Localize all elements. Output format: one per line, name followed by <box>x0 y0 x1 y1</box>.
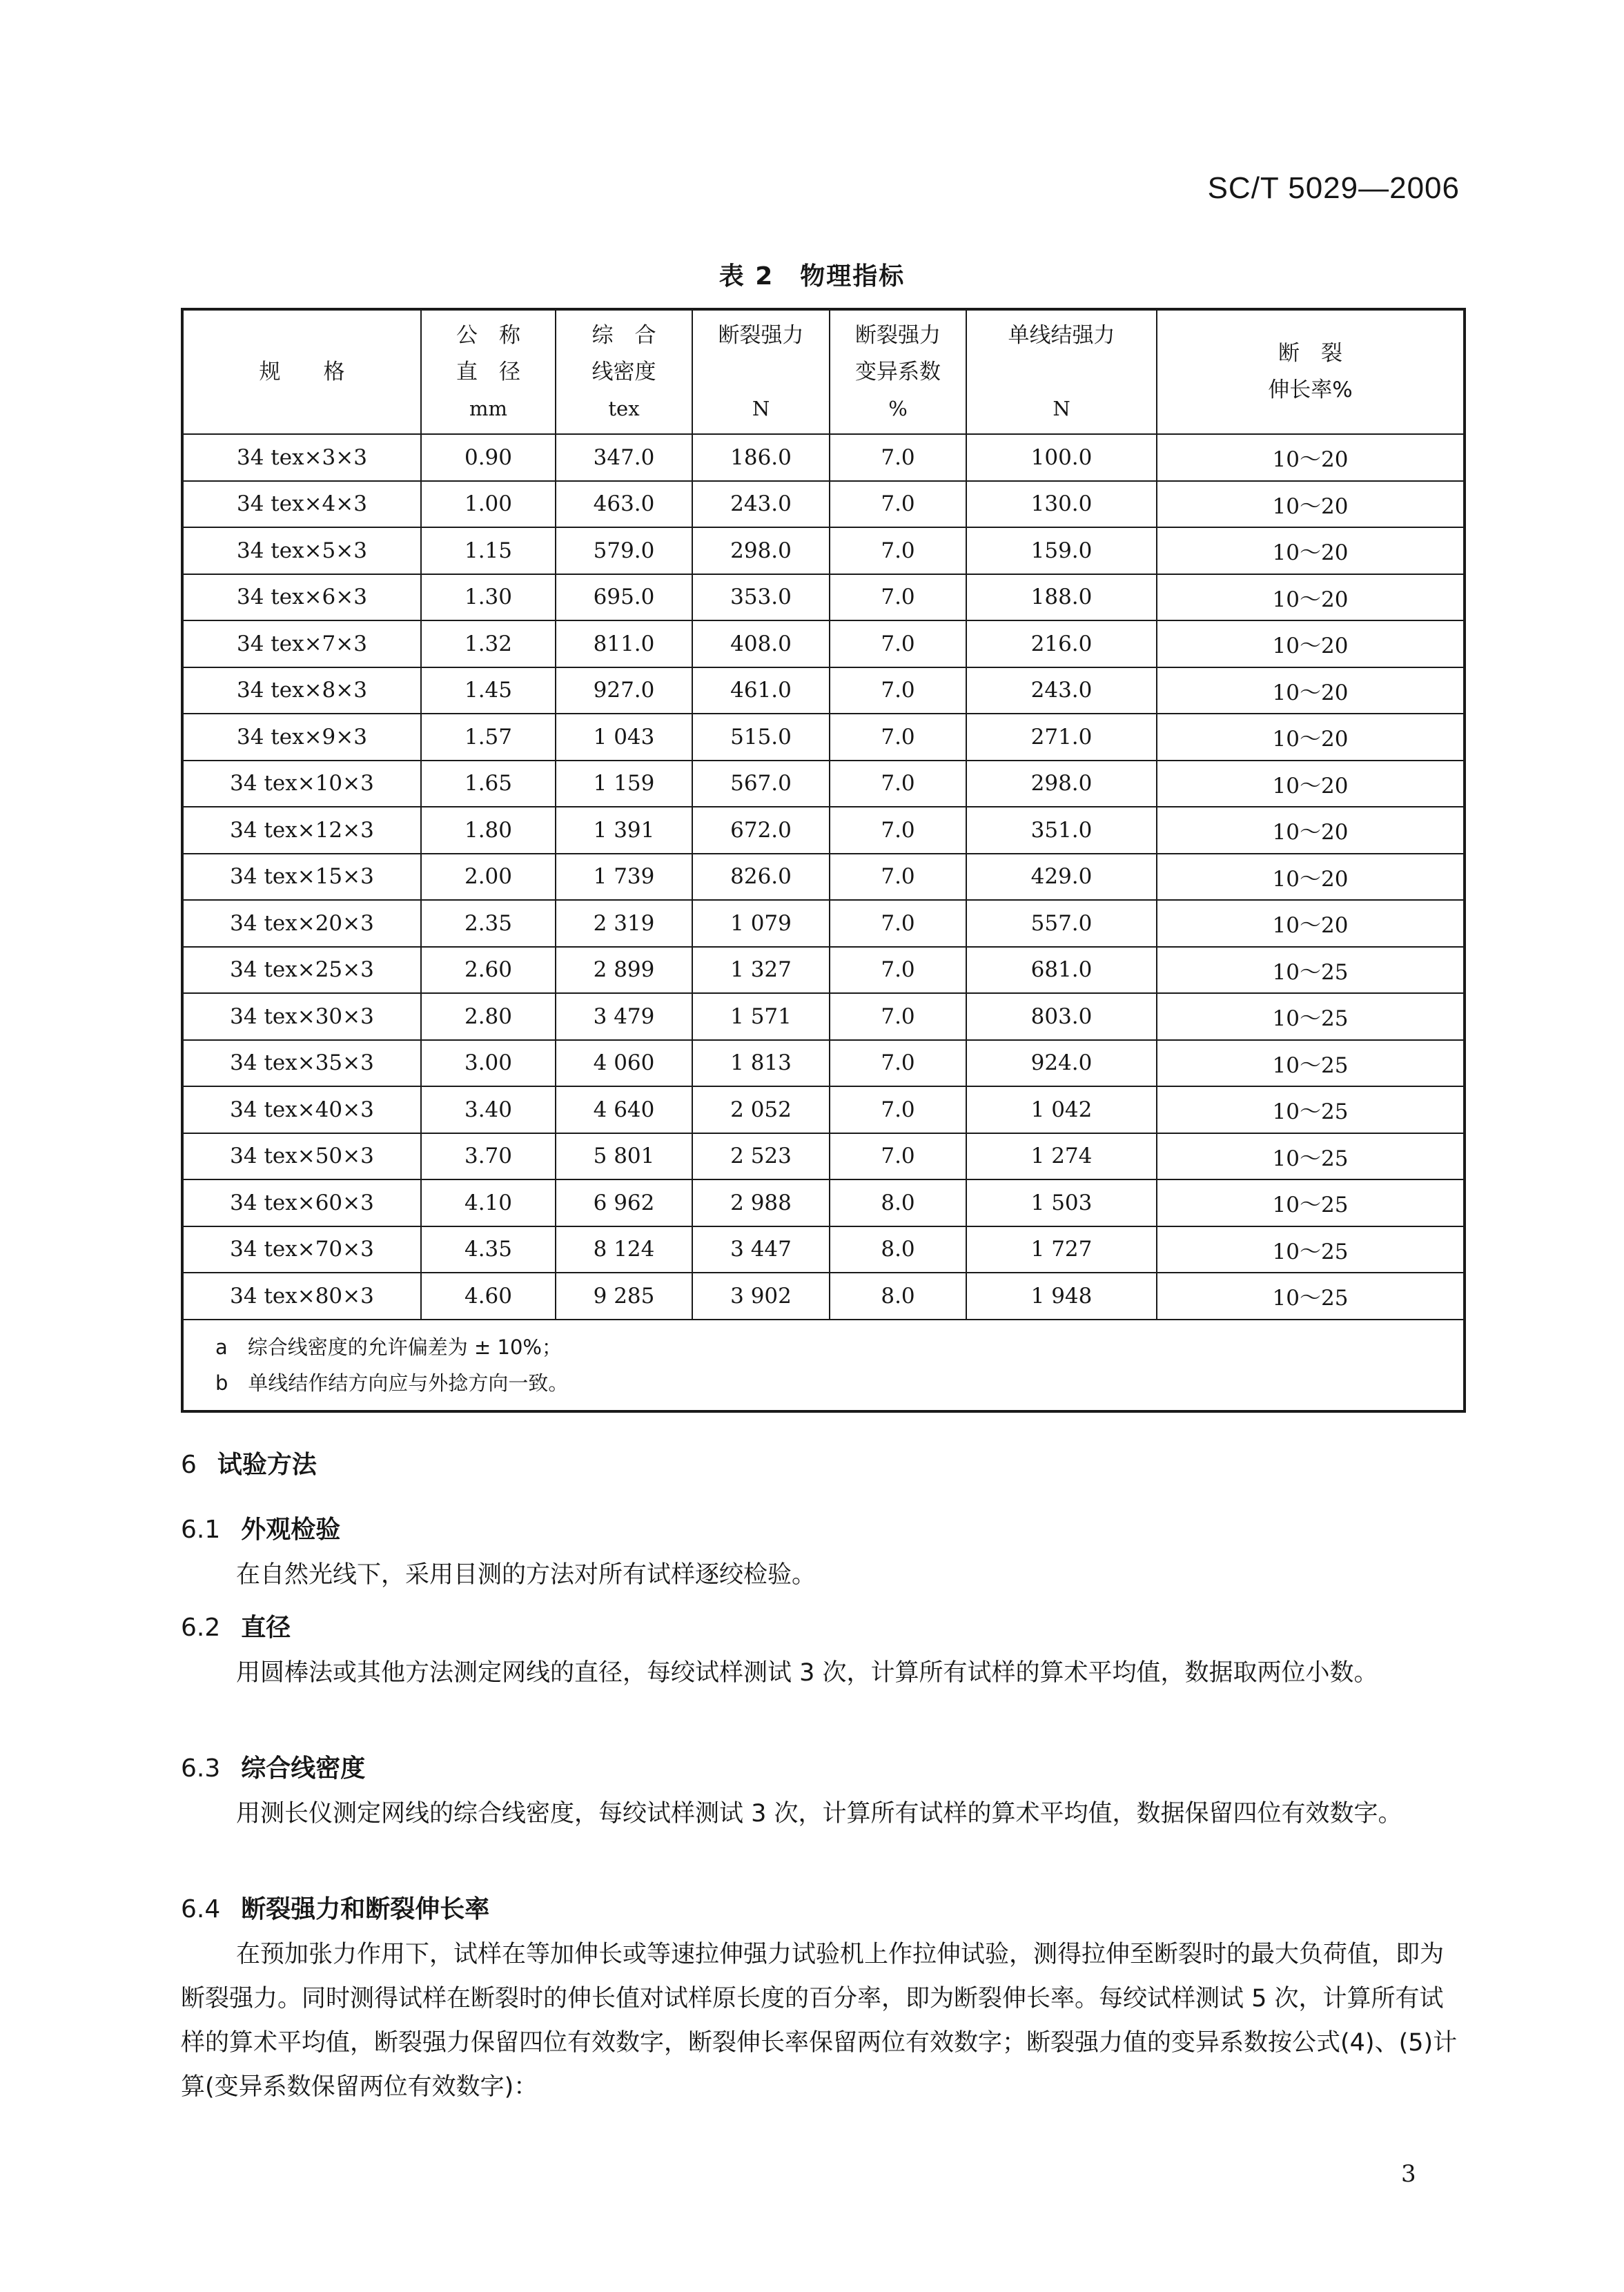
table-row <box>182 854 1465 901</box>
col-header-label: 变异系数 <box>855 359 941 384</box>
col-header-linear-density <box>556 309 692 434</box>
table-cell: 0.90 <box>421 434 556 481</box>
table-row <box>182 947 1465 994</box>
table-cell: 803.0 <box>966 993 1157 1040</box>
table-cell: 298.0 <box>692 527 830 574</box>
table-cell: 10～20 <box>1157 574 1465 621</box>
table-cell: 10～20 <box>1157 481 1465 528</box>
table-cell: 10～25 <box>1157 1226 1465 1273</box>
table-cell: 4 640 <box>556 1086 692 1133</box>
table-cell: 7.0 <box>830 574 966 621</box>
section-number: 6.2 <box>181 1614 221 1642</box>
table-cell: 10～20 <box>1157 434 1465 481</box>
col-header-label <box>967 354 1156 391</box>
table-cell: 927.0 <box>556 667 692 714</box>
table-cell: 8.0 <box>830 1226 966 1273</box>
table-cell: 429.0 <box>966 854 1157 901</box>
table-cell: 557.0 <box>966 900 1157 947</box>
col-header-label: 综 合 <box>591 322 656 348</box>
section-number: 6.3 <box>181 1754 221 1783</box>
table-cell: 1.45 <box>421 667 556 714</box>
table-cell: 1 503 <box>966 1179 1157 1226</box>
table-cell: 34 tex×35×3 <box>182 1040 421 1087</box>
section-number: 6.4 <box>181 1895 221 1923</box>
col-header-unit: % <box>888 396 908 420</box>
table-cell: 1 043 <box>556 714 692 761</box>
col-header-breaking-strength <box>692 309 830 434</box>
table-cell: 8 124 <box>556 1226 692 1273</box>
table-cell: 2 523 <box>692 1133 830 1180</box>
table-cell: 1.15 <box>421 527 556 574</box>
table-cell: 10～25 <box>1157 1179 1465 1226</box>
section-number: 6 <box>181 1451 197 1479</box>
table-cell: 7.0 <box>830 714 966 761</box>
col-header-unit: mm <box>469 396 507 420</box>
table-cell: 2 899 <box>556 947 692 994</box>
section-heading-6-4 <box>181 1890 489 1925</box>
table-row <box>182 900 1465 947</box>
table-cell: 7.0 <box>830 527 966 574</box>
table-cell: 408.0 <box>692 620 830 667</box>
table-cell: 3.00 <box>421 1040 556 1087</box>
table-cell: 4.10 <box>421 1179 556 1226</box>
col-header-cv <box>830 309 966 434</box>
table-cell: 10～20 <box>1157 667 1465 714</box>
table-cell: 2.00 <box>421 854 556 901</box>
col-header-elongation <box>1157 309 1465 434</box>
table-cell: 1 079 <box>692 900 830 947</box>
table-cell: 1.80 <box>421 807 556 854</box>
table-row <box>182 481 1465 528</box>
table-cell: 34 tex×60×3 <box>182 1179 421 1226</box>
table-cell: 1.30 <box>421 574 556 621</box>
table-cell: 34 tex×7×3 <box>182 620 421 667</box>
col-header-label: 断裂强力 <box>855 322 941 348</box>
table-cell: 8.0 <box>830 1179 966 1226</box>
table-cell: 10～25 <box>1157 1040 1465 1087</box>
table-cell: 34 tex×3×3 <box>182 434 421 481</box>
table-cell: 216.0 <box>966 620 1157 667</box>
table-cell: 10～20 <box>1157 854 1465 901</box>
table-cell: 672.0 <box>692 807 830 854</box>
table-row <box>182 1086 1465 1133</box>
table-cell: 463.0 <box>556 481 692 528</box>
table-cell: 10～25 <box>1157 947 1465 994</box>
table-cell: 579.0 <box>556 527 692 574</box>
table-cell: 34 tex×4×3 <box>182 481 421 528</box>
table-cell: 3 447 <box>692 1226 830 1273</box>
table-row <box>182 574 1465 621</box>
table-cell: 7.0 <box>830 667 966 714</box>
table-cell: 34 tex×15×3 <box>182 854 421 901</box>
col-header-label: 直 径 <box>456 359 520 384</box>
col-header-label: 公 称 <box>456 322 520 348</box>
table-row <box>182 1226 1465 1273</box>
table-cell: 10～25 <box>1157 993 1465 1040</box>
table-cell: 7.0 <box>830 434 966 481</box>
section-heading-6-2 <box>181 1608 291 1643</box>
table-notes-row <box>182 1320 1465 1411</box>
table-cell: 130.0 <box>966 481 1157 528</box>
table-cell: 3.70 <box>421 1133 556 1180</box>
table-cell: 1 727 <box>966 1226 1157 1273</box>
table-cell: 34 tex×30×3 <box>182 993 421 1040</box>
section-heading-6 <box>181 1445 317 1480</box>
table-cell: 34 tex×5×3 <box>182 527 421 574</box>
section-6-4-text: 在预加张力作用下，试样在等加伸长或等速拉伸强力试验机上作拉伸试验，测得拉伸至断裂时的最大负荷值，即为断裂强力。同时测得试样在断裂时的伸长值对试样原长度的百分率，即为断裂伸长率。每绞试样测试 5 次，计算所有试样的算术平均值，断裂强力保留四位有效数字，断裂伸长率保留两位有效数字；断裂强力值的变异系数按公式(4)、(5)计算(变异系数保留两位有效数字)： <box>181 1941 1458 2101</box>
table-cell: 9 285 <box>556 1273 692 1320</box>
table-cell: 7.0 <box>830 1133 966 1180</box>
table-cell: 34 tex×6×3 <box>182 574 421 621</box>
table-cell: 4 060 <box>556 1040 692 1087</box>
table-cell: 6 962 <box>556 1179 692 1226</box>
table-cell: 10～25 <box>1157 1086 1465 1133</box>
table-cell: 1 813 <box>692 1040 830 1087</box>
section-heading-6-1 <box>181 1510 340 1545</box>
table-cell: 7.0 <box>830 854 966 901</box>
table-cell: 7.0 <box>830 481 966 528</box>
table-cell: 7.0 <box>830 1040 966 1087</box>
col-header-label: 单线结强力 <box>1008 322 1115 348</box>
table-cell: 2.35 <box>421 900 556 947</box>
table-row <box>182 1040 1465 1087</box>
table-row <box>182 1273 1465 1320</box>
table-cell: 100.0 <box>966 434 1157 481</box>
table-cell: 7.0 <box>830 620 966 667</box>
table-row <box>182 620 1465 667</box>
section-6-3-text: 用测长仪测定网线的综合线密度，每绞试样测试 3 次，计算所有试样的算术平均值，数据保留四位有效数字。 <box>236 1800 1402 1828</box>
table-row <box>182 714 1465 761</box>
table-cell: 34 tex×50×3 <box>182 1133 421 1180</box>
col-header-spec <box>182 309 421 434</box>
section-6-1-text: 在自然光线下，采用目测的方法对所有试样逐绞检验。 <box>236 1561 816 1589</box>
physical-indicators-table <box>181 308 1466 1413</box>
table-cell: 7.0 <box>830 807 966 854</box>
table-cell: 515.0 <box>692 714 830 761</box>
table-row <box>182 434 1465 481</box>
table-cell: 7.0 <box>830 900 966 947</box>
table-cell: 34 tex×20×3 <box>182 900 421 947</box>
table-cell: 1 571 <box>692 993 830 1040</box>
table-cell: 34 tex×9×3 <box>182 714 421 761</box>
table-cell: 353.0 <box>692 574 830 621</box>
table-cell: 34 tex×25×3 <box>182 947 421 994</box>
table-cell: 567.0 <box>692 761 830 807</box>
table-cell: 271.0 <box>966 714 1157 761</box>
table-cell: 5 801 <box>556 1133 692 1180</box>
table-cell: 347.0 <box>556 434 692 481</box>
col-header-spec-label: 规 格 <box>259 359 345 384</box>
col-header-knot-strength <box>966 309 1157 434</box>
table-cell: 1 739 <box>556 854 692 901</box>
table-cell: 924.0 <box>966 1040 1157 1087</box>
section-title: 断裂强力和断裂伸长率 <box>241 1895 490 1923</box>
table-cell: 7.0 <box>830 1086 966 1133</box>
table-row <box>182 807 1465 854</box>
col-header-unit: N <box>1053 396 1070 420</box>
table-row <box>182 761 1465 807</box>
table-cell: 2.80 <box>421 993 556 1040</box>
table-note: a 综合线密度的允许偏差为 ± 10%； <box>215 1335 562 1359</box>
standard-code: SC/T 5029—2006 <box>1207 171 1460 205</box>
col-header-unit: N <box>752 396 770 420</box>
table-body <box>182 434 1465 1320</box>
table-cell: 2 052 <box>692 1086 830 1133</box>
table-cell: 10～20 <box>1157 761 1465 807</box>
col-header-label: 断裂强力 <box>718 322 804 348</box>
table-cell: 10～20 <box>1157 714 1465 761</box>
section-heading-6-3 <box>181 1749 365 1784</box>
table-cell: 243.0 <box>692 481 830 528</box>
table-cell: 298.0 <box>966 761 1157 807</box>
table-cell: 159.0 <box>966 527 1157 574</box>
table-cell: 10～25 <box>1157 1133 1465 1180</box>
table-cell: 1 274 <box>966 1133 1157 1180</box>
table-cell: 34 tex×80×3 <box>182 1273 421 1320</box>
section-title: 直径 <box>241 1614 291 1642</box>
table-cell: 681.0 <box>966 947 1157 994</box>
table-cell: 34 tex×8×3 <box>182 667 421 714</box>
table-cell: 1 159 <box>556 761 692 807</box>
page-number: 3 <box>1401 2160 1416 2188</box>
table-cell: 7.0 <box>830 993 966 1040</box>
table-cell: 826.0 <box>692 854 830 901</box>
table-cell: 1 391 <box>556 807 692 854</box>
table-notes <box>182 1320 1465 1411</box>
table-row <box>182 993 1465 1040</box>
table-cell: 2 988 <box>692 1179 830 1226</box>
table-cell: 34 tex×40×3 <box>182 1086 421 1133</box>
section-number: 6.1 <box>181 1516 221 1544</box>
col-header-label: 线密度 <box>591 359 656 384</box>
table-row <box>182 1179 1465 1226</box>
table-cell: 811.0 <box>556 620 692 667</box>
table-cell: 1 042 <box>966 1086 1157 1133</box>
table-cell: 2.60 <box>421 947 556 994</box>
section-title: 外观检验 <box>241 1516 341 1544</box>
table-cell: 3 479 <box>556 993 692 1040</box>
section-title: 试验方法 <box>217 1451 317 1479</box>
col-header-label: 伸长率% <box>1268 378 1353 402</box>
table-cell: 4.60 <box>421 1273 556 1320</box>
table-cell: 1.00 <box>421 481 556 528</box>
table-cell: 34 tex×10×3 <box>182 761 421 807</box>
table-cell: 1.57 <box>421 714 556 761</box>
col-header-unit: tex <box>608 396 640 420</box>
table-row <box>182 527 1465 574</box>
table-cell: 8.0 <box>830 1273 966 1320</box>
table-cell: 1.65 <box>421 761 556 807</box>
table-cell: 10～25 <box>1157 1273 1465 1320</box>
table-cell: 186.0 <box>692 434 830 481</box>
table-cell: 3 902 <box>692 1273 830 1320</box>
table-row <box>182 1133 1465 1180</box>
table-cell: 461.0 <box>692 667 830 714</box>
table-caption: 表 2 物理指标 <box>718 262 906 291</box>
section-6-2-text: 用圆棒法或其他方法测定网线的直径，每绞试样测试 3 次，计算所有试样的算术平均值，数据取两位小数。 <box>236 1659 1378 1687</box>
table-cell: 351.0 <box>966 807 1157 854</box>
table-cell: 10～20 <box>1157 807 1465 854</box>
table-header-row <box>182 309 1465 434</box>
table-cell: 188.0 <box>966 574 1157 621</box>
table-cell: 2 319 <box>556 900 692 947</box>
table-cell: 7.0 <box>830 761 966 807</box>
table-cell: 1 948 <box>966 1273 1157 1320</box>
table-cell: 10～20 <box>1157 527 1465 574</box>
table-cell: 34 tex×70×3 <box>182 1226 421 1273</box>
col-header-label: 断 裂 <box>1278 341 1342 366</box>
table-cell: 10～20 <box>1157 620 1465 667</box>
table-cell: 1.32 <box>421 620 556 667</box>
table-cell: 10～20 <box>1157 900 1465 947</box>
table-cell: 3.40 <box>421 1086 556 1133</box>
table-cell: 7.0 <box>830 947 966 994</box>
table-cell: 695.0 <box>556 574 692 621</box>
table-cell: 34 tex×12×3 <box>182 807 421 854</box>
section-title: 综合线密度 <box>241 1754 366 1783</box>
table-cell: 4.35 <box>421 1226 556 1273</box>
col-header-label <box>693 354 829 391</box>
table-cell: 243.0 <box>966 667 1157 714</box>
col-header-diameter <box>421 309 556 434</box>
table-note: b 单线结作结方向应与外捻方向一致。 <box>215 1371 569 1395</box>
table-row <box>182 667 1465 714</box>
table-cell: 1 327 <box>692 947 830 994</box>
